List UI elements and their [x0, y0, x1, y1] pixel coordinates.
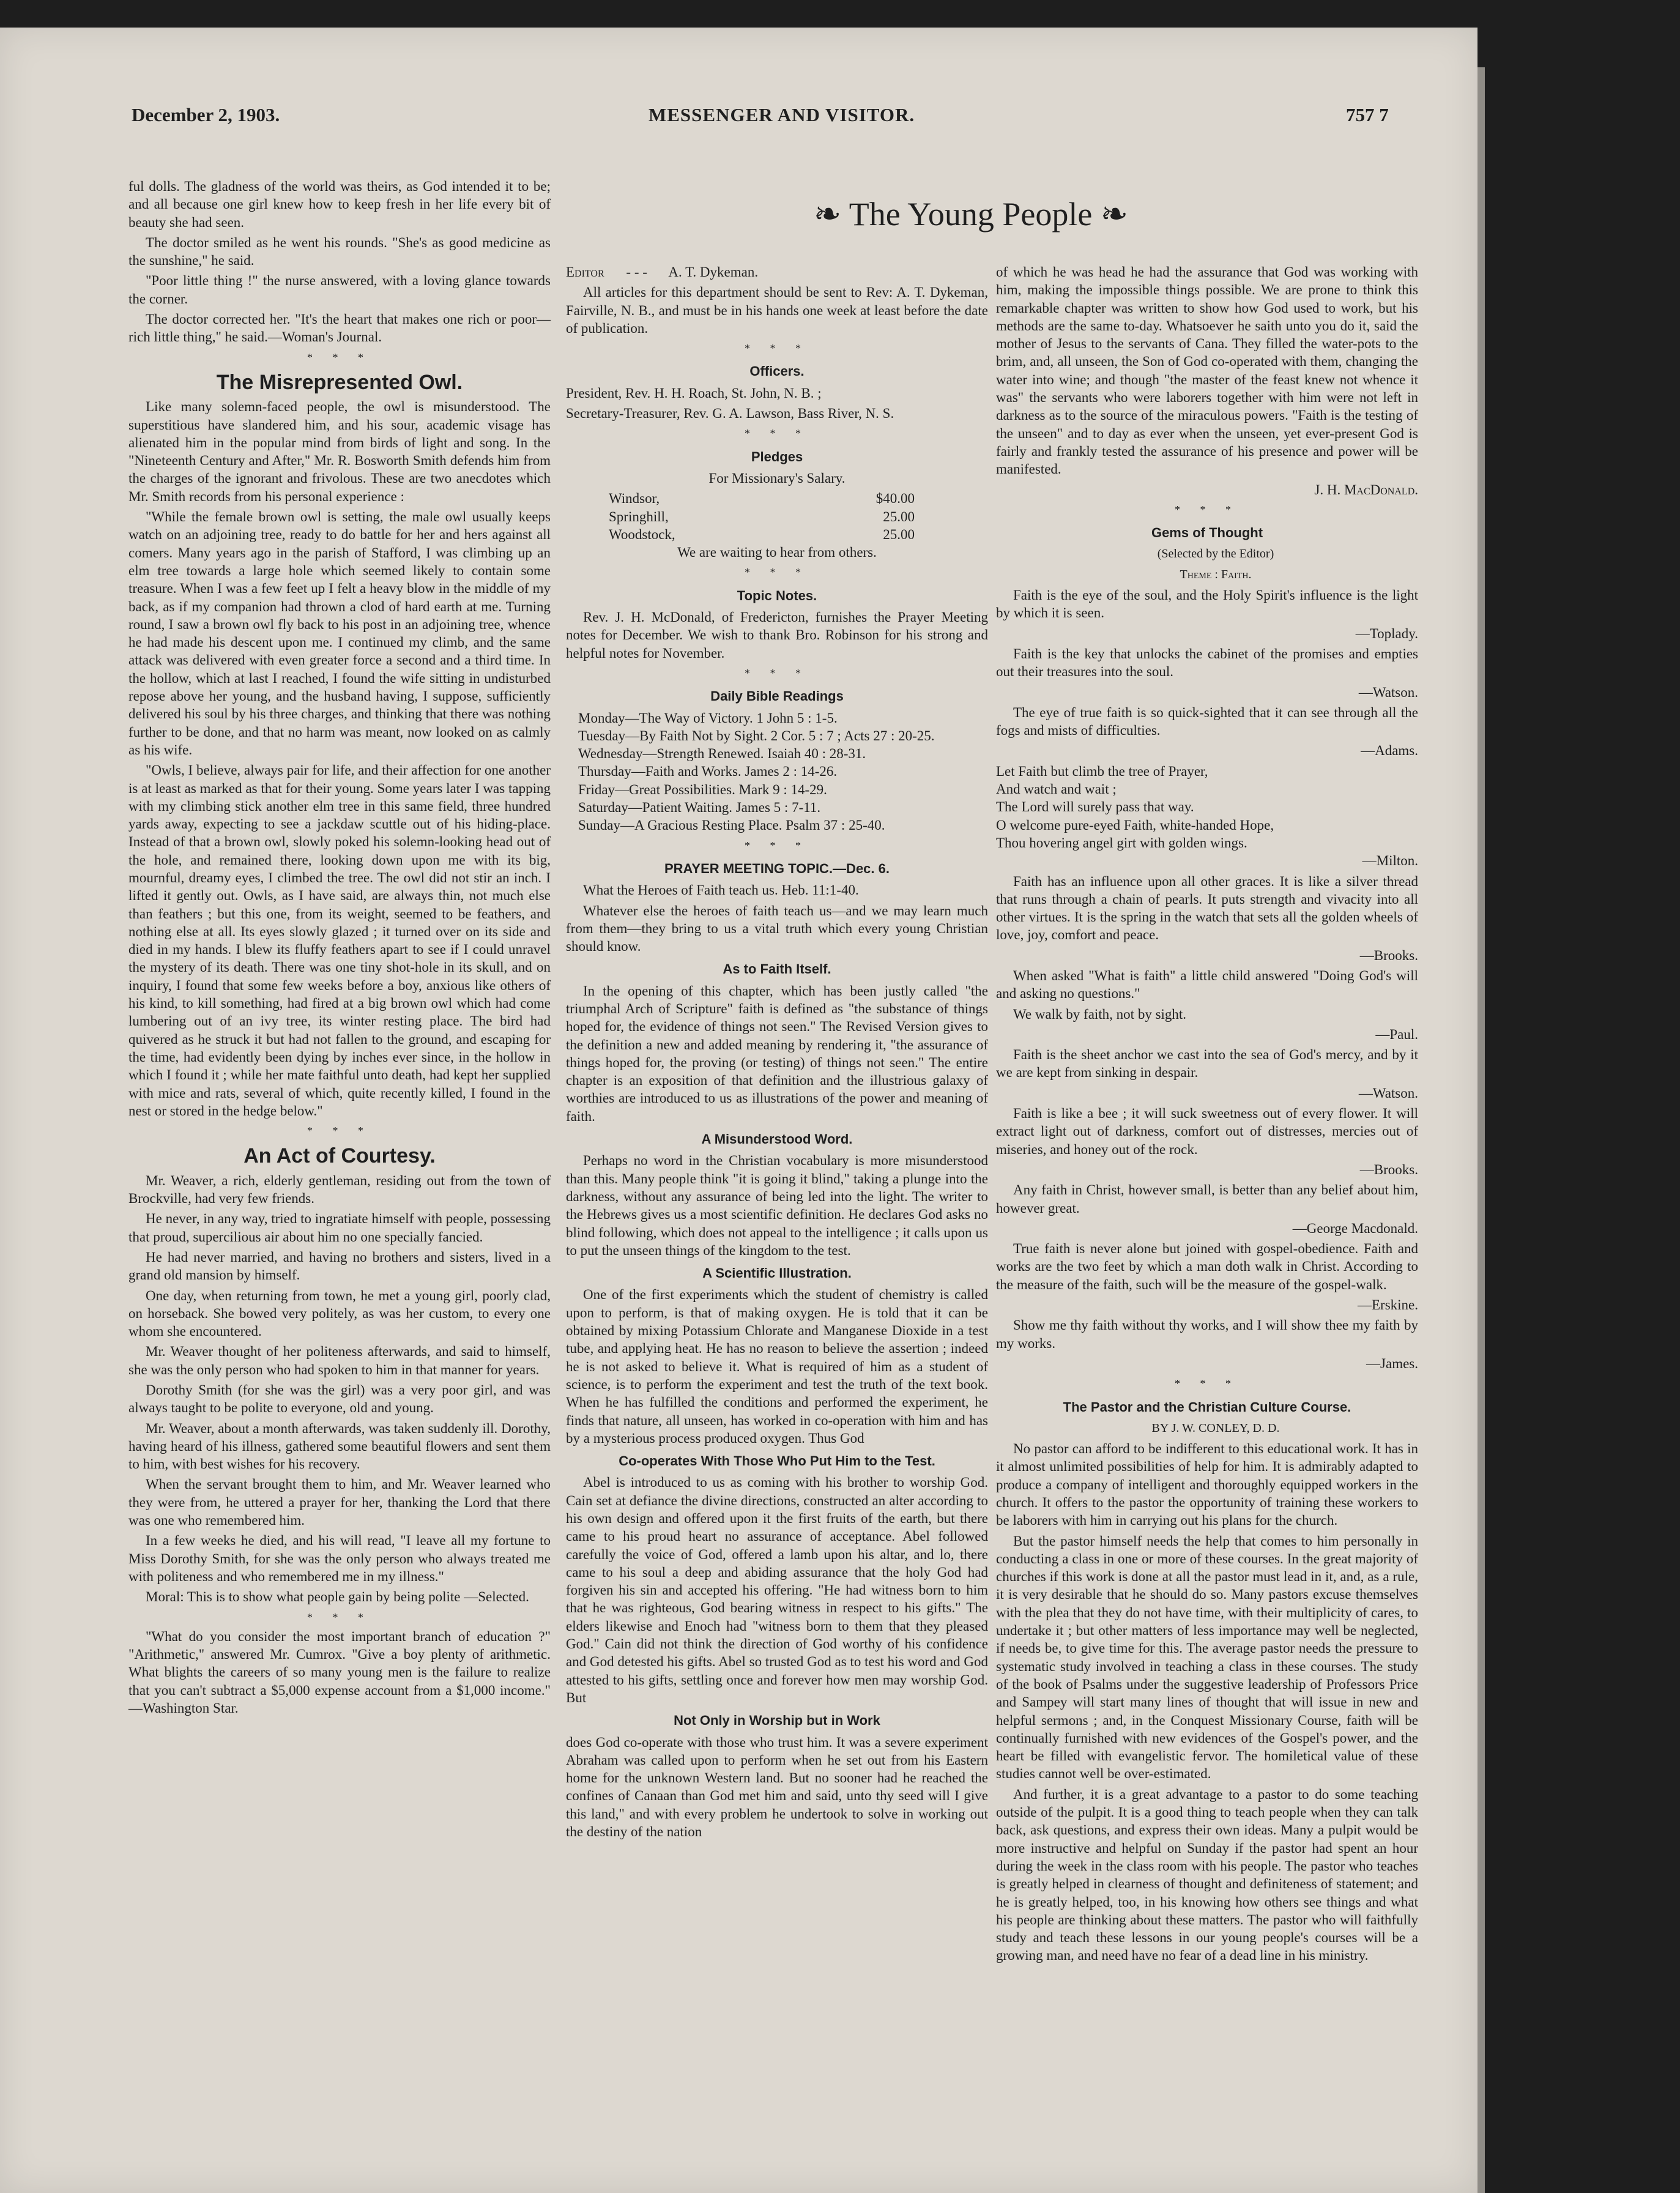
column-middle [566, 263, 988, 1843]
quote-author: —Brooks. [1359, 1161, 1418, 1177]
separator-stars: * * * [745, 427, 809, 440]
article-title: An Act of Courtesy. [243, 1144, 436, 1168]
officer-line: Secretary-Treasurer, Rev. G. A. Lawson, Bass River, N. S. [566, 406, 894, 422]
list-item: Friday—Great Possibilities. Mark 9 : 14-29. [578, 781, 827, 797]
signature: J. H. MacDonald. [1314, 482, 1418, 497]
separator-stars: * * * [745, 666, 809, 679]
column-right [996, 263, 1418, 1967]
paragraph: Mr. Weaver, a rich, elderly gentleman, residing out from the town of Brockville, had very few friends. [128, 1172, 551, 1207]
section-heading: Topic Notes. [737, 587, 817, 603]
byline: BY J. W. CONLEY, D. D. [1151, 1421, 1280, 1435]
editor-name: A. T. Dykeman. [668, 264, 759, 280]
section-heading: The Pastor and the Christian Culture Course. [1063, 1399, 1351, 1415]
column-left [128, 177, 551, 1719]
quote-author: —Paul. [1375, 1026, 1418, 1042]
paragraph: Abel is introduced to us as coming with his brother to worship God. Cain set at defiance the divine directions, constructed an alter according to his own design and offered upon it the first fruits of the earth, but there came to his proud heart no assurance of acceptance. Abel followed carefully the voice of God, offered a lamb upon his altar, and lo, there came to his soul a deep and abiding assurance that the holy God had forgiven his sin and accepted his offering. "He had witness born to him that he was righteous, God bearing witness in respect to his gifts." The elders likewise and Enoch had "witness born to them that they pleased God." Cain did not think the direction of God worthy of his confidence and God detested his gifts. Abel so trusted God as to test his word and God attested to his gifts, settling once and forever how men may worship God. But [566, 1475, 988, 1705]
paragraph: One of the first experiments which the student of chemistry is called upon to perform, is that of making oxygen. He is told that it can be obtained by mixing Potassium Chlorate and Manganese Dioxide in a test tube, and applying heat. He has no reason to believe the assertion ; indeed he is not asked to believe it. What is required of him as a student of science, is to perform the experiment and test the truth of the text book. When he has fulfilled the conditions and performed the experiment, he finds that nature, all unseen, has worked in co-operation with him and has by a mysterious process produced oxygen. Thus God [566, 1287, 988, 1446]
department-title: ❧ The Young People ❧ [814, 196, 1129, 233]
pledges-note: We are waiting to hear from others. [677, 545, 877, 560]
quote-author: —Milton. [1362, 853, 1418, 869]
quote: Show me thy faith without thy works, and I will show thee my faith by my works. [996, 1317, 1418, 1351]
header-page-number: 757 7 [1346, 104, 1389, 125]
list-item: Saturday—Patient Waiting. James 5 : 7-11. [578, 800, 821, 816]
paragraph: He never, in any way, tried to ingratiate himself with people, possessing that proud, supercilious air about him no one specially fancied. [128, 1211, 551, 1245]
poem-line: O welcome pure-eyed Faith, white-handed Hope, [996, 817, 1274, 833]
separator-stars: * * * [307, 1125, 372, 1137]
pledges-subtitle: For Missionary's Salary. [708, 470, 846, 486]
paragraph: One day, when returning from town, he met a young girl, poorly clad, on horseback. She bowed very politely, as was her custom, to every one whom she encountered. [128, 1287, 551, 1339]
section-heading: Officers. [749, 363, 805, 379]
paragraph: "Owls, I believe, always pair for life, and their affection for one another is at least as marked as that for their young. Some years later I was tapping with my climbing stick another elm tree in this same field, three hundred yards away, expecting to see a jackdaw scuttle out of his hiding-place. Instead of that a brown owl, slowly poked his solemn-looking head out of the hole, and remained there, looking down upon me with its big, mournful, dreamy eyes, I climbed the tree. The owl did not stir an inch. I lifted it gently out. Owls, as I have said, are always thin, not much else than feathers ; but this one, from its weight, seemed to be feathers, and nothing else at all. Its eyes slowly glazed ; it turned over on its side and died in my hands. I blew its fluffy feathers apart to see if I could unravel the mystery of its death. There was one tiny shot-hole in its skull, and on inquiry, I found that some few weeks before a boy, anxious like others of his kind, to kill something, had fired at a big brown owl which had come lumbering out of an ivy tree, its winter resting place. The bird had quivered as he struck it but had not fallen to the ground, and escaping for the time, had evidently been dying by inches ever since, in the hollow in which I found it ; while her mate faithful unto death, had kept her supplied with mice and rats, several of which, quite recently killed, I found in the nest or stored in the hedge below." [128, 762, 551, 1119]
poem-line: Let Faith but climb the tree of Prayer, [996, 763, 1208, 779]
paragraph: ful dolls. The gladness of the world was theirs, as God intended it to be; and all because one girl knew how to keep fresh in her life every bit of beauty she had seen. [128, 179, 551, 230]
paragraph: All articles for this department should be sent to Rev: A. T. Dykeman, Fairville, N. B., and must be in his hands one week at least before the date of publication. [566, 285, 988, 336]
editor-dashes: - - - [626, 264, 647, 280]
quote-author: —Toplady. [1355, 625, 1418, 641]
separator-stars: * * * [1175, 503, 1240, 516]
list-item: Wednesday—Strength Renewed. Isaiah 40 : 28-31. [578, 746, 866, 762]
quote-author: —Erskine. [1357, 1297, 1418, 1313]
quote-author: —George Macdonald. [1292, 1220, 1418, 1236]
paragraph: Rev. J. H. McDonald, of Fredericton, furnishes the Prayer Meeting notes for December. We wish to thank Bro. Robinson for his strong and helpful notes for November. [566, 609, 988, 661]
paragraph: "What do you consider the most important branch of education ?" "Arithmetic," answered Mr. Cumrox. "Give a boy plenty of arithmetic. What blights the careers of so many young men is the failure to realize that you can't subtract a $5,000 expense account from a $1,000 income." —Washington Star. [128, 1628, 551, 1716]
paragraph: What the Heroes of Faith teach us. Heb. 11:1-40. [583, 882, 859, 898]
gems-theme: Theme : Faith. [1180, 567, 1252, 581]
separator-stars: * * * [1175, 1377, 1240, 1390]
paragraph: of which he was head he had the assurance that God was working with him, making the impossible things possible. We are prone to think this remarkable chapter was written to show how God used to work, but his methods are the same to-day. Whatsoever he saith unto you do it, said the mother of Jesus to the servants of Cana. They filled the water-pots to the brim, and, all unseen, the Son of God co-operated with them, changing the water into wine; and though "the master of the feast knew not whence it was" the servants who were laborers together with him were not left in darkness as to the source of the miraculous powers. "Faith is the testing of the unseen" and to day as ever when the unseen, yet ever-present God is fairly and frankly tested the assurance of his presence and power will be manifested. [996, 264, 1418, 477]
section-heading: A Scientific Illustration. [702, 1265, 852, 1281]
separator-stars: * * * [745, 839, 809, 852]
header-date: December 2, 1903. [132, 104, 280, 125]
list-item: Tuesday—By Faith Not by Sight. 2 Cor. 5 : 7 ; Acts 27 : 20-25. [578, 728, 935, 743]
separator-stars: * * * [745, 342, 809, 355]
paragraph: In a few weeks he died, and his will read, "I leave all my fortune to Miss Dorothy Smith, for she was the only person who always treated me with politeness and who remembered me in my illness." [128, 1533, 551, 1584]
pledge-row: Springhill, 25.00 [609, 508, 915, 524]
quote: Any faith in Christ, however small, is better than any belief about him, however great. [996, 1182, 1418, 1216]
section-heading: Daily Bible Readings [710, 688, 844, 704]
paragraph: The doctor corrected her. "It's the heart that makes one rich or poor—rich little thing," he said.—Woman's Journal. [128, 311, 551, 345]
quote: Faith is the eye of the soul, and the Holy Spirit's influence is the light by which it is seen. [996, 587, 1418, 621]
page-edge [1477, 67, 1485, 2193]
officer-line: President, Rev. H. H. Roach, St. John, N. B. ; [566, 385, 822, 401]
poem [996, 762, 1418, 852]
separator-stars: * * * [745, 566, 809, 579]
quote-author: —Watson. [1358, 684, 1418, 700]
paragraph: "Poor little thing !" the nurse answered, with a loving glance towards the corner. [128, 273, 551, 307]
section-heading: A Misunderstood Word. [701, 1131, 853, 1147]
fleuron-right-icon: ❧ [1092, 196, 1129, 233]
quote-author: —Watson. [1358, 1085, 1418, 1101]
list-item: Monday—The Way of Victory. 1 John 5 : 1-5. [578, 710, 838, 726]
paragraph: Perhaps no word in the Christian vocabulary is more misunderstood than this. Many people think "it is going it blind," taking a plunge into the darkness, without any assurance of being led into the light. The writer to the Hebrews gives us a most scientific definition. He declares God asks no blind following, which does not appeal to the intelligence ; it calls upon us to put the unseen things of the kingdom to the test. [566, 1153, 988, 1258]
list-item: Thursday—Faith and Works. James 2 : 14-26. [578, 764, 838, 780]
editor-line [566, 263, 988, 281]
quote: Faith is like a bee ; it will suck sweetness out of every flower. It will extract light out of darkness, comfort out of distresses, mercies out of miseries, and honey out of the rock. [996, 1106, 1418, 1157]
paragraph: He had never married, and having no brothers and sisters, lived in a grand old mansion by himself. [128, 1249, 551, 1283]
list-item: Sunday—A Gracious Resting Place. Psalm 37 : 25-40. [578, 817, 885, 833]
fleuron-left-icon: ❧ [814, 196, 849, 233]
paragraph: "While the female brown owl is setting, the male owl usually keeps watch on an adjoining tree, ready to do battle for her and hers against all comers. Many years ago in the parish of Stafford, I was climbing up an elm tree towards a large hole which seemed likely to contain some treasure. When I was a few feet up I felt a heavy blow in the middle of my back, as if my companion had thrown a clod of hard earth at me. Turning round, I saw a brown owl fly back to his post in an adjoining tree, whence he had made his descent upon me. I continued my climb, and the same attack was delivered with even greater force a second and a third time. In the hollow, which at last I reached, I found the wife sitting in undisturbed repose above her young, and the husband having, I suppose, sufficiently delivered his soul by his three charges, and thinking that there was nothing further to be done, and that no harm was meant, now looked on as calmly as his wife. [128, 509, 551, 758]
paragraph: Mr. Weaver, about a month afterwards, was taken suddenly ill. Dorothy, having heard of his illness, gathered some beautiful flowers and sent them to him, with best wishes for his recovery. [128, 1420, 551, 1472]
section-heading: Not Only in Worship but in Work [674, 1713, 880, 1729]
paragraph: When the servant brought them to him, and Mr. Weaver learned who they were from, he uttered a prayer for her, thanking the Lord that there was one who remembered him. [128, 1476, 551, 1528]
article-title: The Misrepresented Owl. [216, 370, 463, 394]
quote: True faith is never alone but joined with gospel-obedience. Faith and works are the two feet by which a man doth walk in Christ. According to the measure of the faith, such will be the measure of the gospel-walk. [996, 1241, 1418, 1292]
paragraph: In the opening of this chapter, which has been justly called "the triumphal Arch of Scripture" faith is defined as "the substance of things hoped for, the evidence of things not seen." The Revised Version gives to the definition a new and added meaning by rendering it, "the assurance of things hoped for, the proving (or testing) of things not seen." The entire chapter is an exposition of that definition and the illustrious galaxy of worthies are introduced to us as illustrations of the power and meaning of faith. [566, 983, 988, 1124]
paragraph: Mr. Weaver thought of her politeness afterwards, and said to himself, she was the only person who had spoken to him in that manner for years. [128, 1344, 551, 1377]
quote: Faith is the key that unlocks the cabinet of the promises and empties out their treasures into the soul. [996, 646, 1418, 680]
section-heading: Co-operates With Those Who Put Him to the Test. [619, 1453, 935, 1469]
pledge-row: Woodstock, 25.00 [609, 526, 915, 542]
poem-line: Thou hovering angel girt with golden wings. [996, 835, 1247, 851]
gems-subtitle: (Selected by the Editor) [1157, 547, 1274, 561]
paragraph: And further, it is a great advantage to a pastor to do some teaching outside of the pulpit. It is a good thing to teach people when they can talk back, ask questions, and express their own ideas. Many a pulpit would be more instructive and helpful on Sunday if the pastor had spent an hour during the week in the class room with his people. The pastor who teaches is greatly helped in clearness of thought and definiteness of statement; and he is greatly helped, too, in his knowing how others see things and what his people are thinking about these matters. The pastor who will faithfully study and teach these lessons in our young people's courses will be a growing man, and need have no fear of a dead line in his ministry. [996, 1786, 1418, 1964]
poem-line: The Lord will surely pass that way. [996, 799, 1194, 815]
editor-label: Editor [566, 264, 604, 280]
pledge-row: Windsor, $40.00 [609, 491, 915, 507]
paragraph: Dorothy Smith (for she was the girl) was a very poor girl, and was always taught to be polite to everyone, old and young. [128, 1382, 551, 1416]
quote-author: —Brooks. [1359, 947, 1418, 963]
paragraph: Moral: This is to show what people gain by being polite —Selected. [146, 1589, 529, 1605]
section-heading: Gems of Thought [1151, 525, 1263, 541]
quote-author: —James. [1366, 1355, 1418, 1371]
poem-line: And watch and wait ; [996, 781, 1117, 797]
paragraph: Like many solemn-faced people, the owl is misunderstood. The superstitious have slandered him, and his sour, academic visage has alienated him in the popular mind from birds of light and song. In the "Nineteenth Century and After," Mr. R. Bosworth Smith defends him from the charges of the ignorant and frivolous. These are two anecdotes which Mr. Smith records from his personal experience : [128, 399, 551, 504]
quote: We walk by faith, not by sight. [1013, 1006, 1187, 1022]
quote-author: —Adams. [1361, 743, 1418, 759]
paragraph: The doctor smiled as he went his rounds. "She's as good medicine as the sunshine," he said. [128, 234, 551, 269]
readings-list [566, 709, 988, 835]
section-heading: Pledges [751, 449, 803, 464]
section-heading: PRAYER MEETING TOPIC.—Dec. 6. [664, 860, 890, 876]
header-title: MESSENGER AND VISITOR. [649, 104, 915, 125]
separator-stars: * * * [307, 1610, 372, 1623]
section-heading: As to Faith Itself. [723, 961, 831, 977]
paragraph: Whatever else the heroes of faith teach us—and we may learn much from them—they bring to us a vital truth which every young Christian should know. [566, 903, 988, 955]
quote: Faith has an influence upon all other graces. It is like a silver thread that runs through a chain of pearls. It puts strength and vivacity into all other virtues. It is the spring in the watch that sets all the golden wheels of love, joy, comfort and peace. [996, 873, 1418, 943]
quote: The eye of true faith is so quick-sighted that it can see through all the fogs and mists of difficulties. [996, 704, 1418, 739]
quote: When asked "What is faith" a little child answered "Doing God's will and asking no questions." [996, 967, 1418, 1002]
paragraph: But the pastor himself needs the help that comes to him personally in conducting a class in one or more of these courses. In the great majority of churches if this work is done at all the pastor must lead in it, and, as a rule, it is very desirable that he should do so. Many pastors excuse themselves with the plea that they do not have time, with their multiplicity of cares, to undertake it ; but other matters of less importance may well be neglected, if needs be, to give time for this. The average pastor needs the pressure to systematic study involved in teaching a class in these courses. The study of the book of Psalms under the suggestive leadership of Professors Price and Sampey will start many lines of thought that will issue in new and helpful sermons ; and, in the Conquest Missionary Course, faith will be continually furnished with new evidences of the Gospel's power, and the heart be filled with evangelistic fervor. The homiletical value of these studies cannot well be over-estimated. [996, 1533, 1418, 1782]
paragraph: does God co-operate with those who trust him. It was a severe experiment Abraham was called upon to perform when he set out from his Eastern home for the unknown Western land. But no sooner had he reached the confines of Canaan than God met him and said, unto thy seed will I give this land," and with every problem he undertook to solve in working out the destiny of the nation [566, 1734, 988, 1840]
separator-stars: * * * [307, 351, 372, 363]
paragraph: No pastor can afford to be indifferent to this educational work. It has in it almost unlimited possibilities of help for him. It is admirably adapted to produce a company of intelligent and thoroughly equipped workers in the church. It offers to the pastor the opportunity of training these workers to be laborers with him in carrying out his plans for the church. [996, 1441, 1418, 1528]
quote: Faith is the sheet anchor we cast into the sea of God's mercy, and by it we are kept from sinking in despair. [996, 1047, 1418, 1081]
